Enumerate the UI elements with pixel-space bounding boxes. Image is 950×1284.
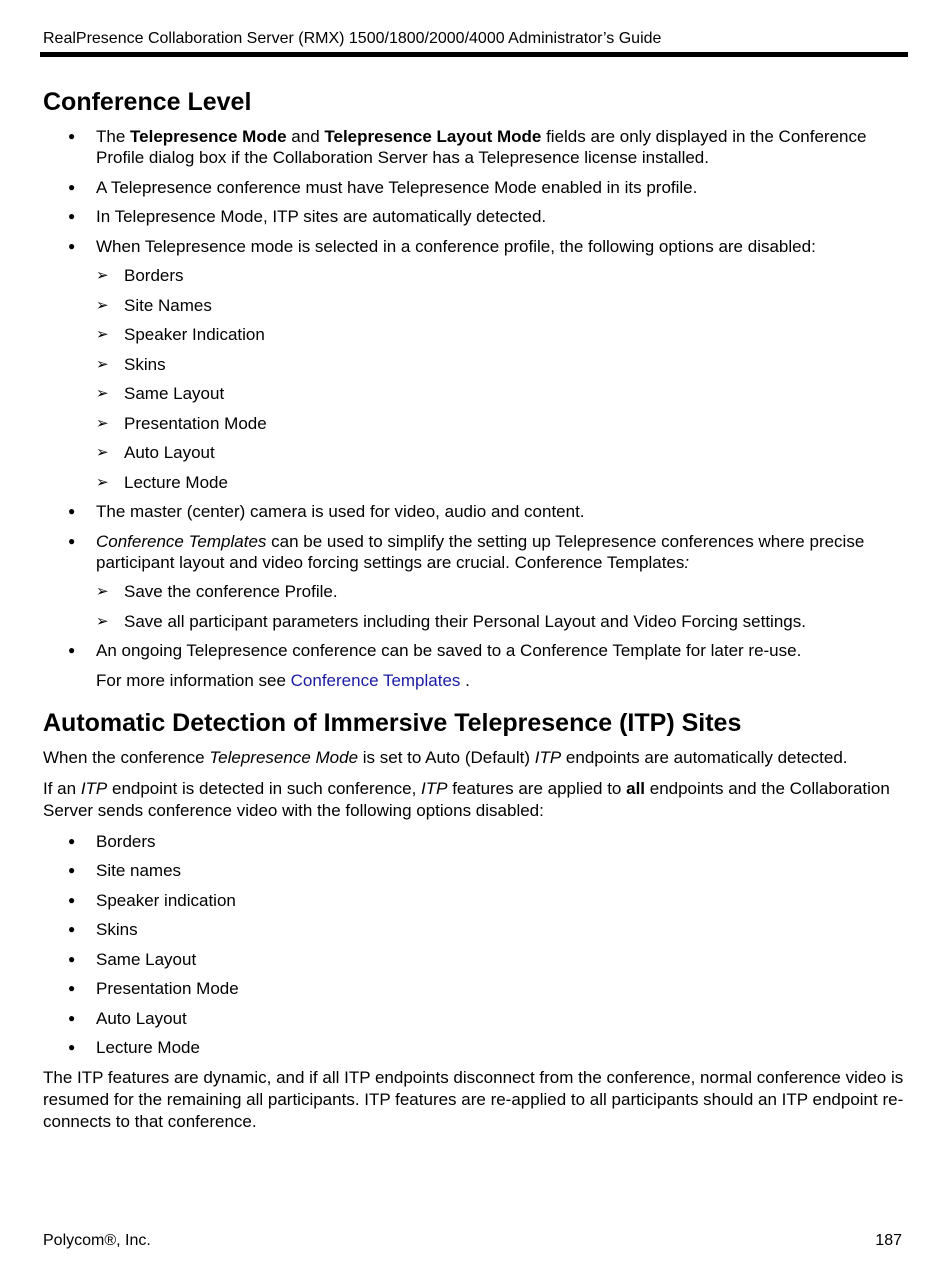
bullet-conference-templates [43, 531, 908, 573]
heading-conference-level: Conference Level [43, 88, 252, 116]
text-run: . [460, 670, 470, 690]
sub-item [43, 354, 908, 375]
sub-item-label: Borders [124, 266, 184, 285]
arrow-bullet-icon: ➢ [96, 444, 109, 461]
paragraph-dynamic-features: The ITP features are dynamic, and if all ITP endpoints disconnect from the conference, normal conference video is resumed for the remaining all participants. ITP features are re-applied to all participants should an ITP endpoint re-connects to that conference. [43, 1067, 904, 1131]
text-run: fields are only displayed in the Conference Profile dialog box if the Collaboration Server has a Telepresence license installed. [96, 127, 867, 167]
sub-item [43, 442, 908, 463]
bullet-ongoing-conference: ● An ongoing Telepresence conference can be saved to a Conference Template for later re-use. [43, 640, 908, 661]
bullet-itp-detected: ● In Telepresence Mode, ITP sites are automatically detected. [43, 206, 908, 227]
sub-item [43, 324, 908, 345]
italic-term: ITP [534, 747, 562, 767]
italic-term: ITP [80, 778, 108, 798]
list-item: ● Skins [43, 919, 908, 940]
italic-term: Conference Templates [96, 531, 267, 551]
more-info-line [43, 670, 908, 691]
bullet-master-camera: ● The master (center) camera is used for video, audio and content. [43, 501, 908, 522]
arrow-bullet-icon: ➢ [96, 326, 109, 343]
conference-templates-link[interactable]: Conference Templates [290, 670, 461, 690]
sub-item-label: Lecture Mode [124, 472, 228, 492]
text-run: If an [43, 778, 81, 798]
sub-item-label: Presentation Mode [124, 413, 267, 433]
header-rule [40, 52, 908, 57]
text-run: endpoints and the Collaboration Server sends conference video with the following options disabled: [43, 778, 890, 820]
bullet-telepresence-license [43, 126, 908, 168]
text-run: : [684, 552, 690, 572]
arrow-bullet-icon: ➢ [96, 583, 109, 600]
paragraph-auto-detect [43, 747, 908, 769]
list-item: ● Presentation Mode [43, 978, 908, 999]
sub-item-label: Site Names [124, 295, 212, 315]
bold-term: Telepresence Layout Mode [324, 127, 542, 146]
sub-item-label: Save all participant parameters including their Personal Layout and Video Forcing settings. [124, 611, 806, 631]
text-run: The [96, 127, 131, 146]
page-content [43, 86, 908, 1142]
text-run: endpoints are automatically detected. [561, 747, 848, 767]
arrow-bullet-icon: ➢ [96, 385, 109, 402]
sub-item-label: Speaker Indication [124, 325, 265, 344]
sub-item [43, 413, 908, 434]
italic-term: Telepresence Mode [209, 747, 359, 767]
sub-item [43, 581, 908, 602]
list-item: ● Speaker indication [43, 890, 908, 911]
arrow-bullet-icon: ➢ [96, 267, 109, 284]
page-number: 187 [875, 1232, 902, 1249]
sub-item [43, 295, 908, 316]
sub-item [43, 472, 908, 493]
arrow-bullet-icon: ➢ [96, 612, 109, 630]
conference-level-list [43, 126, 908, 661]
list-item: ● Auto Layout [43, 1008, 908, 1029]
arrow-bullet-icon: ➢ [96, 414, 109, 432]
text-run: can be used to simplify the setting up Telepresence conferences where precise participant layout and video forcing settings are crucial. Conference Templates [96, 531, 865, 572]
sub-item [43, 611, 908, 632]
arrow-bullet-icon: ➢ [96, 473, 109, 491]
bold-term: Telepresence Mode [130, 127, 287, 146]
bullet-telepresence-enabled: ● A Telepresence conference must have Telepresence Mode enabled in its profile. [43, 177, 908, 198]
text-run: and [286, 127, 325, 146]
text-run: When the conference [43, 747, 210, 767]
text-run: For more information see [96, 670, 291, 690]
sub-item [43, 265, 908, 286]
italic-term: ITP [421, 778, 448, 798]
heading-itp-detection: Automatic Detection of Immersive Telepresence (ITP) Sites [43, 708, 742, 737]
sub-item-label: Same Layout [124, 384, 225, 403]
bullet-options-disabled: ● When Telepresence mode is selected in a conference profile, the following options are disabled: [43, 236, 908, 257]
arrow-bullet-icon: ➢ [96, 296, 109, 314]
sub-item-label: Auto Layout [124, 443, 215, 462]
text-run: features are applied to [447, 778, 627, 798]
paragraph-itp-features [43, 778, 908, 822]
sub-item-label: Skins [124, 354, 166, 374]
sub-item-label: Save the conference Profile. [124, 582, 338, 601]
list-item: ● Lecture Mode [43, 1037, 908, 1058]
footer-company: Polycom®, Inc. [43, 1232, 151, 1249]
list-item: ● Borders [43, 831, 908, 852]
sub-item [43, 383, 908, 404]
itp-disabled-options-list [43, 831, 908, 1059]
arrow-bullet-icon: ➢ [96, 355, 109, 373]
running-header: RealPresence Collaboration Server (RMX) 1500/1800/2000/4000 Administrator’s Guide [43, 30, 662, 47]
list-item: ● Site names [43, 860, 908, 881]
text-run: is set to Auto (Default) [358, 747, 535, 767]
text-run: endpoint is detected in such conference, [107, 778, 422, 798]
bold-term: all [626, 778, 646, 798]
list-item: ● Same Layout [43, 949, 908, 970]
